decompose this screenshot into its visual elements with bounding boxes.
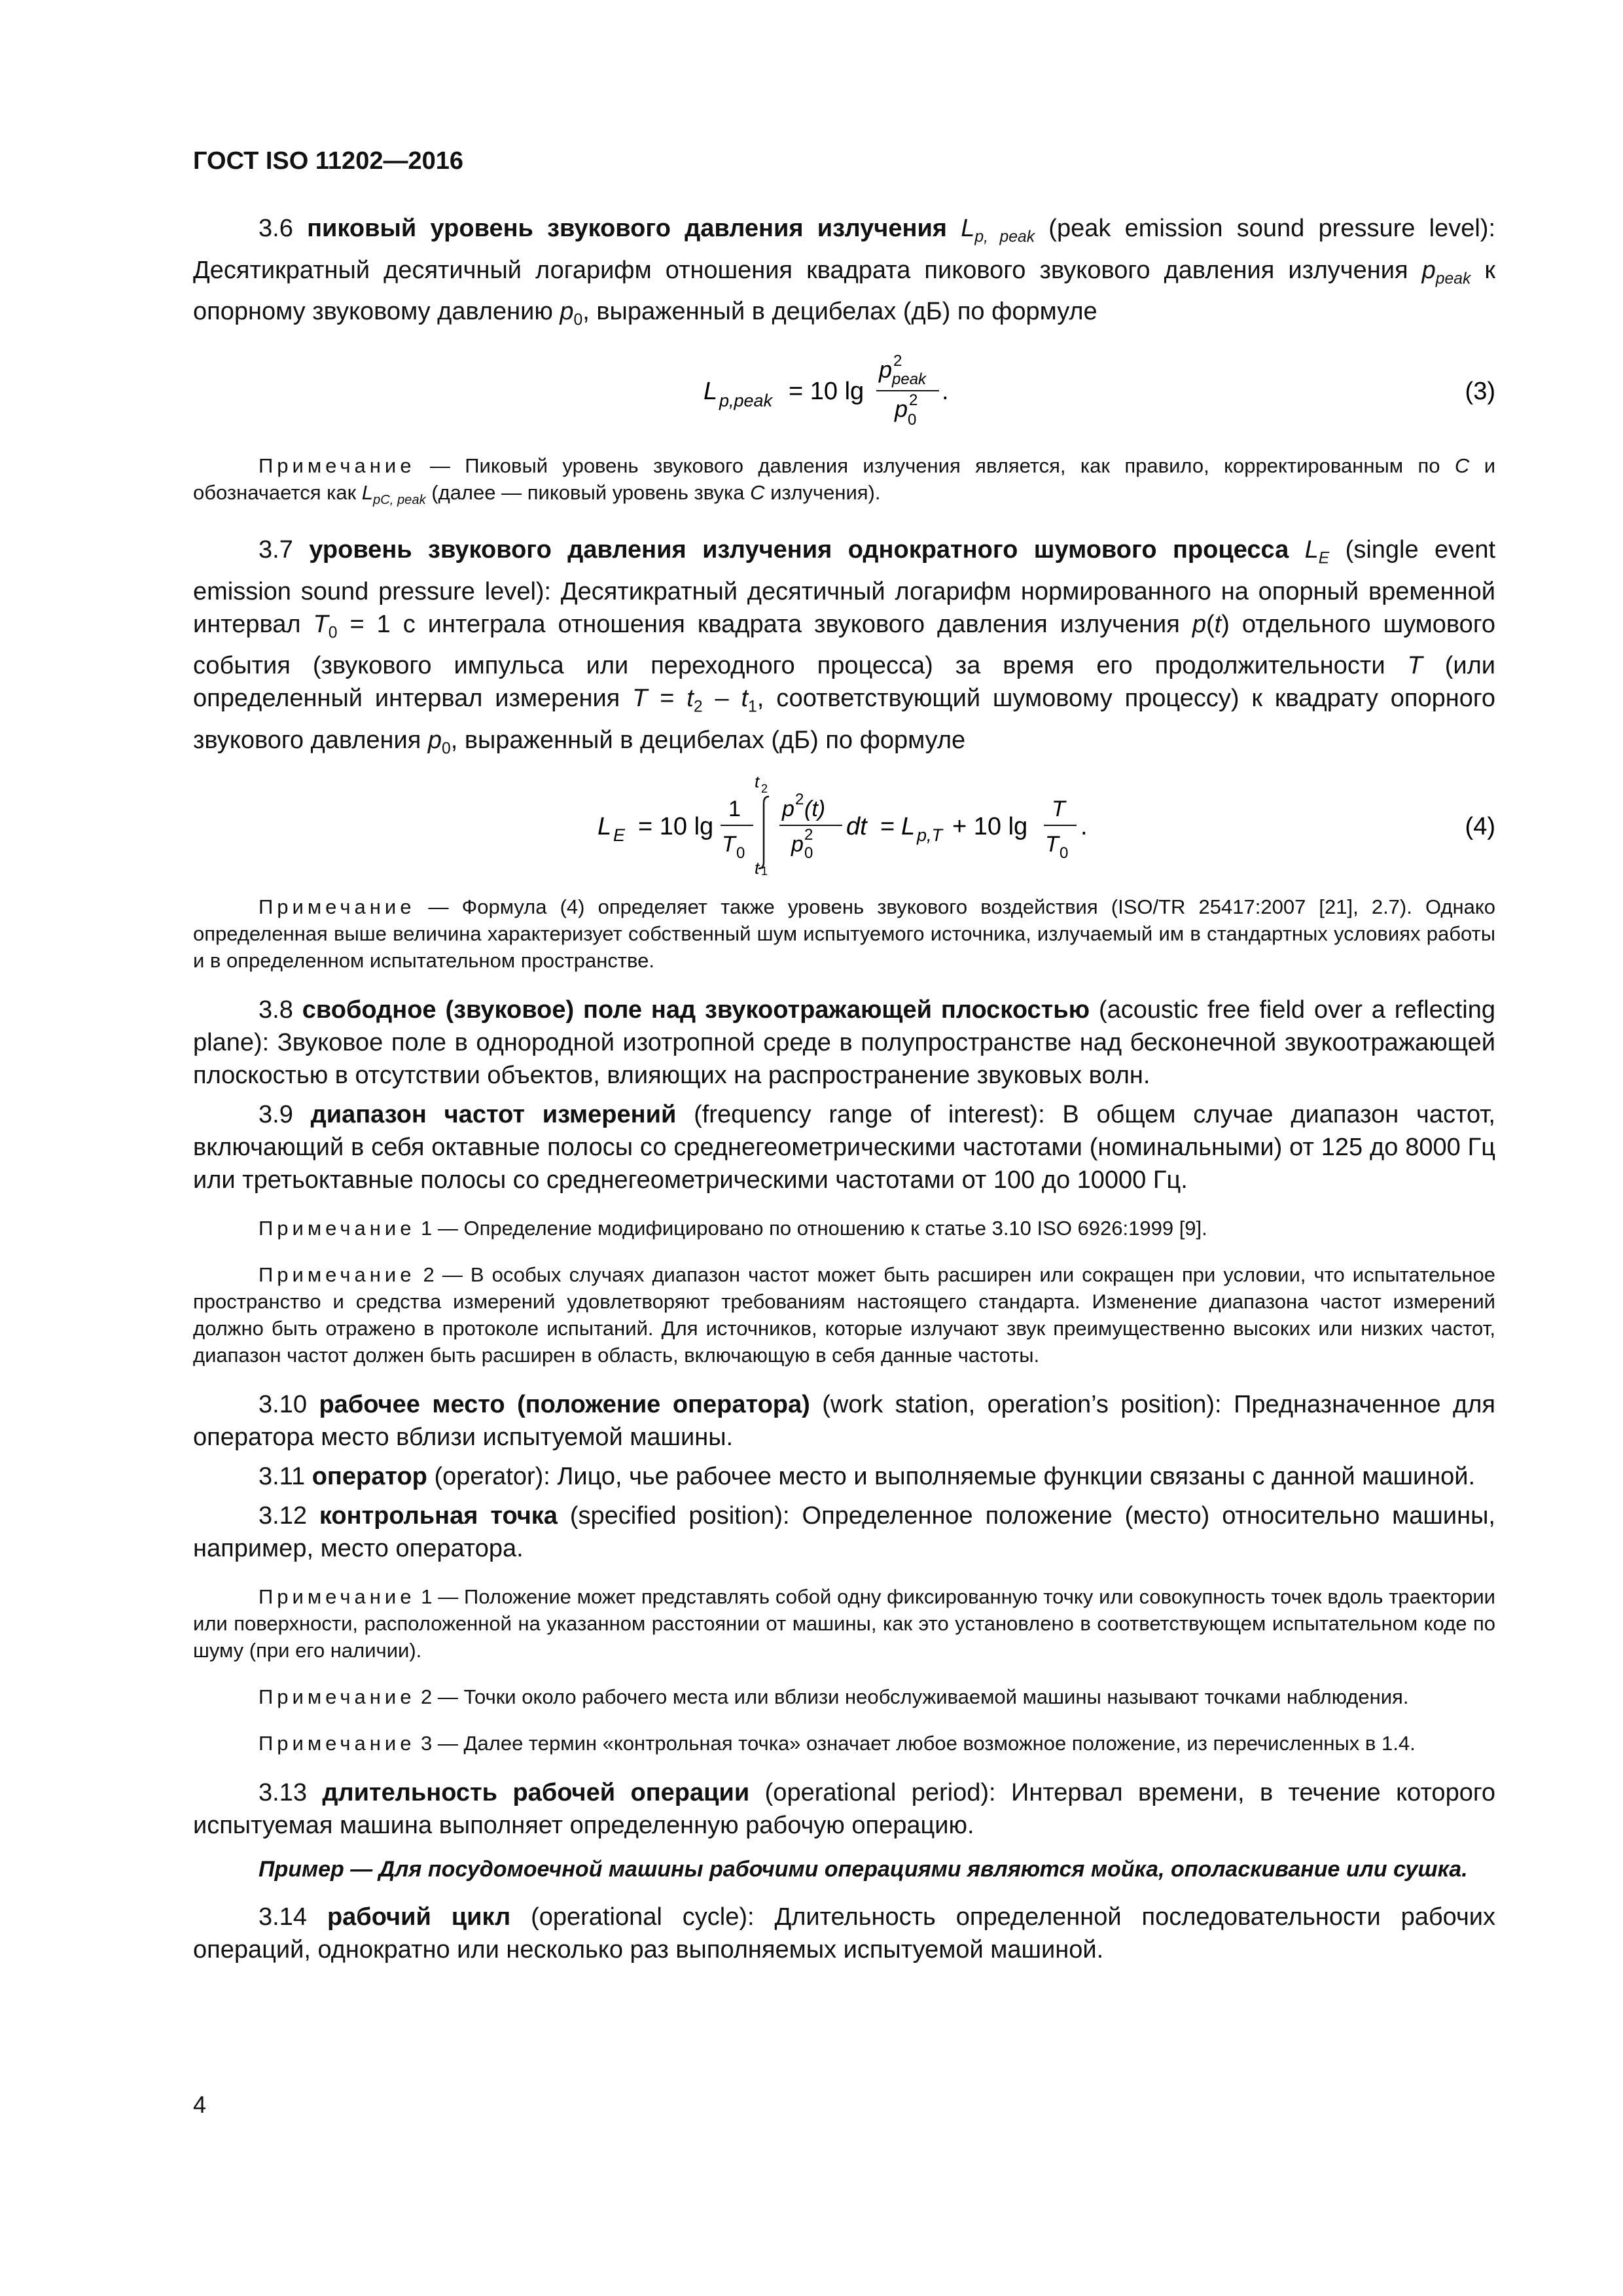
note-text: (далее — пиковый уровень звука — [425, 480, 751, 504]
symbol-sub: 2 — [693, 698, 703, 716]
integral-lower: t — [755, 858, 760, 876]
symbol: p — [560, 298, 574, 326]
symbol: p — [1421, 256, 1436, 284]
formula-lhs: L — [597, 813, 612, 841]
example: Пример — Для посудомоечной машины рабочими операциями являются мойка, ополаскивание или сушка. — [259, 1857, 1468, 1882]
symbol: T — [313, 610, 329, 638]
clause-text: (operator): Лицо, чье рабочее место и выполняемые функции связаны с данной машиной. — [427, 1463, 1476, 1491]
note-label: Примечание — [259, 454, 416, 477]
formula-end: . — [1080, 813, 1088, 841]
symbol: t — [741, 685, 749, 713]
clause-text: , соответствующий шумовому процессу) к квадрату опорного звукового давления — [193, 685, 1496, 754]
formula-denominator: p — [791, 832, 804, 857]
symbol-sub: E — [1318, 549, 1330, 567]
formula-3 — [193, 349, 1495, 434]
symbol: С — [750, 480, 765, 504]
integral-upper-sub: 2 — [761, 782, 768, 796]
clause-number: 3.11 — [259, 1463, 312, 1491]
term: свободное (звуковое) поле над звукоотражающей плоскостью — [302, 996, 1090, 1024]
symbol: p — [1192, 610, 1206, 638]
formula-fraction-T: T — [1052, 797, 1065, 822]
formula-T0-sub: 0 — [736, 844, 745, 863]
term: длительность рабочей операции — [322, 1779, 750, 1807]
note-text: 3 — Далее термин «контрольная точка» означает любое возможное положение, из перечисленных в 1.4. — [415, 1732, 1416, 1755]
symbol-sub: 0 — [573, 311, 583, 329]
note-label: Примечание — [259, 895, 416, 919]
formula-4 — [193, 777, 1495, 875]
symbol-sub: 0 — [328, 624, 338, 642]
formula-plus: + 10 lg — [952, 813, 1028, 841]
formula-denominator-sub: 0 — [908, 410, 917, 429]
formula-fraction-T0: T — [1045, 832, 1059, 857]
clause-3-10 — [193, 1388, 1495, 1454]
clause-3-12 — [193, 1499, 1495, 1565]
clause-number: 3.12 — [259, 1502, 319, 1530]
symbol: L — [361, 480, 374, 504]
formula-T0: T — [722, 832, 736, 857]
formula-denominator: p — [895, 395, 908, 422]
formula-denominator-sup: 2 — [909, 391, 918, 409]
note-text: 1 — Определение модифицировано по отношению к статье 3.10 ISO 6926:1999 [9]. — [415, 1217, 1207, 1240]
clause-number: 3.10 — [259, 1391, 319, 1419]
formula-3-graphic — [193, 349, 1495, 434]
clause-3-8 — [193, 994, 1495, 1092]
term: пиковый уровень звукового давления излучения — [307, 215, 961, 242]
document-header: ГОСТ ISO 11202—2016 — [193, 147, 463, 175]
formula-L-sub: p,T — [917, 825, 943, 846]
formula-numerator-sub: peak — [892, 370, 927, 388]
clause-text: = — [647, 685, 687, 713]
term: рабочее место (положение оператора) — [319, 1391, 810, 1419]
note-label: Примечание — [259, 1585, 416, 1609]
clause-3-7: 3.7 уровень звукового давления излучения однократного шумового процесса $L_E$ (single event emission sound pressure level): Десятикратный десятичный логарифм нормированного на опорный временной интервал $T_0 = 1$ с интеграла отношения квадрата звукового давления излучения p(t) отдельного шумового события (звукового импульса или переходного процесса) за время его продолжительности T (или определенный интервал измерения $T = t_2 - t_1$, соответствующий шумовому процессу) к квадрату опорного звукового давления $p_0$, выраженный в децибелах (дБ) по формуле — [193, 535, 1496, 758]
note-label: Примечание — [259, 1217, 416, 1240]
note-text: излучения). — [764, 480, 881, 504]
formula-lhs-sub: p,peak — [719, 390, 773, 410]
clause-3-9 — [193, 1098, 1495, 1196]
formula-equals: = 10 lg — [789, 377, 865, 405]
symbol: L — [1304, 535, 1319, 564]
page-number: 4 — [193, 2091, 207, 2118]
note — [193, 1261, 1495, 1369]
formula-denominator-sub: 0 — [804, 844, 813, 863]
term: диапазон частот измерений — [310, 1101, 677, 1129]
term: контрольная точка — [319, 1502, 558, 1530]
symbol-sub: p, peak — [974, 228, 1035, 246]
formula-dt: dt — [846, 813, 867, 841]
clause-text: (specified position): Определенное положение (место) относительно машины, например, место оператора. — [193, 1502, 1495, 1563]
formula-fraction-T0-sub: 0 — [1060, 844, 1069, 863]
symbol: L — [961, 215, 975, 242]
formula-L: L — [901, 813, 916, 841]
clause-text: отдельного шумового события (звукового импульса или переходного процесса) за время его продолжительности — [193, 610, 1495, 680]
symbol-sub: 0 — [442, 740, 451, 758]
clause-number: 3.14 — [259, 1903, 327, 1931]
clause-number: 3.6 — [259, 215, 308, 242]
integral-upper: t — [755, 777, 760, 792]
symbol: p — [427, 726, 442, 754]
clause-3-14 — [193, 1901, 1495, 1966]
note — [193, 1730, 1495, 1757]
clause-number: 3.13 — [259, 1779, 323, 1807]
note-text: и обозначается как — [193, 454, 1496, 504]
term: оператор — [312, 1463, 427, 1491]
formula-numerator-sup: 2 — [893, 351, 902, 370]
clause-text: (operational period): Интервал времени, в течение которого испытуемая машина выполняет определенную рабочую операцию. — [193, 1779, 1495, 1840]
formula-one: 1 — [728, 797, 741, 822]
clause-text: (operational cycle): Длительность определенной последовательности рабочих операций, однократно или несколько раз выполняемых испытуемой машиной. — [193, 1903, 1495, 1964]
note-text: 2 — Точки около рабочего места или вблизи необслуживаемой машины называют точками наблюдения. — [415, 1685, 1409, 1709]
clause-text: , выраженный в децибелах (дБ) по формуле — [582, 298, 1097, 326]
formula-equals-2: = — [880, 813, 895, 841]
formula-numerator-sup: 2 — [795, 791, 804, 809]
note — [193, 452, 1495, 514]
clause-text: – — [702, 685, 741, 713]
clause-text: = 1 с интеграла отношения квадрата звукового давления излучения — [337, 610, 1192, 638]
symbol: t — [687, 685, 694, 713]
page-content — [193, 147, 1495, 1973]
formula-numerator-arg: (t) — [804, 797, 826, 822]
note-label: Примечание — [259, 1732, 416, 1755]
note-label: Примечание — [259, 1263, 416, 1287]
symbol: T — [1407, 652, 1423, 680]
formula-numerator: p — [782, 797, 794, 822]
formula-number: (4) — [1465, 813, 1495, 841]
symbol-sub: 1 — [748, 698, 757, 716]
formula-denominator-sup: 2 — [804, 826, 813, 844]
symbol-sub: peak — [1435, 270, 1471, 288]
clause-text: (single event emission sound pressure level): Десятикратный десятичный логарифм нормированного на опорный временной интервал — [193, 535, 1496, 638]
note — [193, 1683, 1495, 1710]
note-text: 2 — В особых случаях диапазон частот может быть расширен или сокращен при условии, что испытательное пространство и средства измерений удовлетворяют требованиям настоящего стандарта. Изменение диапазона частот измерений должно быть отражено в протоколе испытаний. Для источников, которые излучают звук преимущественно высоких или низких частот, диапазон частот должен быть расширен в область, включающую в себя данные частоты. — [193, 1263, 1495, 1367]
symbol: T — [632, 685, 648, 713]
clause-text: , выраженный в децибелах (дБ) по формуле — [450, 726, 966, 754]
note — [193, 893, 1495, 974]
formula-lhs-sub: E — [613, 825, 626, 846]
formula-end: . — [942, 377, 949, 405]
clause-text: (work station, operation’s position): Предназначенное для оператора место вблизи испытуемой машины. — [193, 1391, 1495, 1452]
symbol-sub: pC, peak — [373, 492, 426, 507]
symbol: t — [1214, 610, 1222, 638]
clause-3-11 — [193, 1460, 1495, 1493]
clause-text: (peak emission sound pressure level): Десятикратный десятичный логарифм отношения квадрата пикового звукового давления излучения — [193, 215, 1496, 284]
note-text: — Формула (4) определяет также уровень звукового воздействия (ISO/TR 25417:2007 [21], 2.7). Однако определенная выше величина характеризует собственный шум испытуемого источника, излучаемый им в стандартных условиях работы и в определенном испытательном пространстве. — [193, 895, 1495, 973]
note-text: 1 — Положение может представлять собой одну фиксированную точку или совокупность точек вдоль траектории или поверхности, расположенной на указанном расстоянии от машины, как это установлено в соответствующем испытательном коде по шуму (при его наличии). — [193, 1585, 1495, 1662]
note-label: Примечание — [259, 1685, 416, 1709]
term: уровень звукового давления излучения однократного шумового процесса — [309, 535, 1305, 564]
clause-3-6 — [193, 212, 1495, 337]
clause-text: (frequency range of interest): В общем случае диапазон частот, включающий в себя октавные полосы со среднегеометрическими частотами (номинальными) от 125 до 8000 Гц или третьоктавные полосы со среднегеометрическими частотами от 100 до 10000 Гц. — [193, 1101, 1495, 1194]
clause-number: 3.8 — [259, 996, 302, 1024]
formula-lhs: L — [704, 377, 718, 405]
term: рабочий цикл — [327, 1903, 511, 1931]
clause-3-13 — [193, 1776, 1495, 1842]
symbol: С — [1454, 454, 1470, 477]
clause-text: (acoustic free field over a reflecting plane): Звуковое поле в однородной изотропной среде в полупространстве над бесконечной звукоотражающей плоскостью в отсутствии объектов, влияющих на распространение звуковых волн. — [193, 996, 1495, 1090]
note — [193, 1583, 1495, 1664]
clause-number: 3.7 — [259, 535, 310, 564]
clause-number: 3.9 — [259, 1101, 311, 1129]
clause-text: к опорному звуковому давлению — [193, 256, 1495, 326]
clause-text: (или определенный интервал измерения — [193, 652, 1495, 713]
note-text: — Пиковый уровень звукового давления излучения является, как правило, корректированным по — [415, 454, 1455, 477]
formula-numerator: p — [879, 355, 893, 383]
formula-number: (3) — [1465, 377, 1495, 405]
formula-equals: = 10 lg — [638, 813, 714, 841]
note — [193, 1215, 1495, 1242]
formula-4-graphic — [193, 777, 1495, 875]
integral-lower-sub: 1 — [761, 865, 768, 876]
